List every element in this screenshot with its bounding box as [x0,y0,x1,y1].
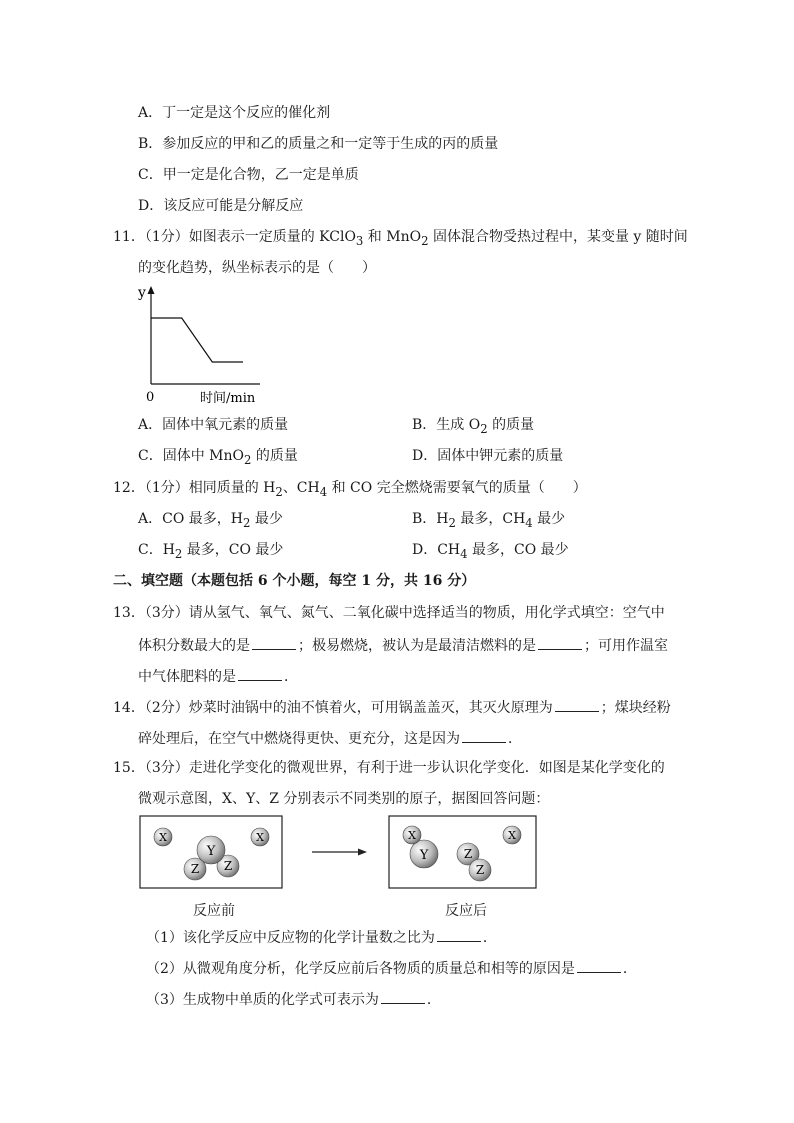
q11-b-sub: 2 [480,421,488,436]
q15-sub2-period: ． [622,961,637,977]
q12-option-c [138,541,283,563]
graph-series-line [151,318,243,362]
label-after: 反应后 [445,903,487,919]
q12-option-b [412,510,565,532]
graph-x-label: 时间/min [200,391,256,406]
q11-c-text-post: 的质量 [251,448,298,464]
q10-option-c: C．甲一定是化合物，乙一定是单质 [138,167,359,183]
q11-sub-2: 2 [421,233,429,248]
q11-b-text-post: 的质量 [487,417,535,433]
q12-stem-a: 12．（1分）相同质量的 H [113,480,276,496]
graph-y-arrow [148,286,155,294]
q12-option-d [412,541,569,563]
q13-text-b: ；极易燃烧，被认为是最清洁燃料的是 [298,638,536,654]
atom-x-label: X [508,829,516,842]
q11-option-d: D．固体中钾元素的质量 [412,448,564,464]
q11-b-text: B．生成 O [412,417,481,433]
q11-stem-line1 [113,228,688,250]
q12-d-post: 最多，CO 最少 [467,542,569,558]
q12-b-sub2: 4 [525,515,533,530]
atom-x-label: X [408,829,416,842]
q11-c-text: C．固体中 MnO [138,448,244,464]
q13-blank-3[interactable] [238,666,282,681]
q14-line1 [113,697,671,717]
q15-sub3 [146,989,441,1009]
q14-text-b: ；煤块经粉 [600,700,671,716]
q15-line1: 15．（3分）走进化学变化的微观世界，有利于进一步认识化学变化．如图是某化学变化的 [113,760,665,776]
q15-sub2 [146,958,637,978]
q15-blank-2[interactable] [577,958,621,973]
q12-sub-h: 2 [275,484,283,499]
q13-text-d: 中气体肥料的是 [138,669,236,685]
q12-option-a [138,510,283,532]
q14-text-a: 14．（2分）炒菜时油锅中的油不慎着火，可用锅盖盖灭，其灭火原理为 [113,700,553,716]
q11-option-c [138,447,298,469]
q12-b-mid: 最多，CH [455,511,526,527]
q12-stem [113,479,587,501]
q15-sub1-text: （1）该化学反应中反应物的化学计量数之比为 [146,930,435,946]
q12-c-text: C．H [138,542,175,558]
atom-y-label: Y [419,848,429,863]
atom-z-label: Z [190,862,200,876]
q12-c-post: 最多，CO 最少 [182,542,284,558]
q15-micro-diagram [138,814,540,890]
q15-sub1-period: ． [482,930,497,946]
q15-line2: 微观示意图，X、Y、Z 分别表示不同类别的原子，据图回答问题： [138,791,550,807]
q14-blank-1[interactable] [555,697,599,712]
q13-line2 [138,635,668,655]
atom-z-label: Z [475,863,485,877]
label-before: 反应前 [193,903,235,919]
q10-option-d: D．该反应可能是分解反应 [138,198,304,214]
q15-sub3-text: （3）生成物中单质的化学式可表示为 [146,992,379,1008]
q12-stem-b: 、CH [282,480,320,496]
atom-y-label: Y [206,844,216,859]
q10-option-b: B．参加反应的甲和乙的质量之和一定等于生成的丙的质量 [138,136,499,152]
atom-z-label: Z [463,847,473,861]
graph-y-label: y [138,285,146,301]
atom-z-label: Z [223,859,233,873]
q12-b-sub: 2 [448,515,456,530]
q12-a-text: A．CO 最多，H [138,511,243,527]
q14-line2 [138,728,522,748]
q12-d-sub: 4 [460,546,468,561]
q13-text-a: 体积分数最大的是 [138,638,250,654]
q15-blank-1[interactable] [437,927,481,942]
q11-stem-text-b: 和 MnO [363,229,422,245]
q11-stem-line2: 的变化趋势，纵坐标表示的是（ ） [138,260,376,276]
q12-a-post: 最少 [250,511,283,527]
q14-period: ． [508,731,522,747]
q13-period: ． [284,669,298,685]
q11-stem-text-c: 固体混合物受热过程中，某变量 y 随时间 [428,229,688,245]
q11-graph [128,280,268,408]
q11-option-b [412,416,534,438]
q12-b-text: B．H [412,511,449,527]
q15-sub1 [146,927,497,947]
q13-blank-1[interactable] [252,635,296,650]
q15-sub3-period: ． [426,992,441,1008]
q12-d-text: D．CH [412,542,461,558]
reaction-arrow-head [358,849,367,856]
q12-a-sub: 2 [242,515,251,530]
section-2-heading: 二、填空题（本题包括 6 个小题，每空 1 分，共 16 分） [113,573,476,589]
q12-c-sub: 2 [174,546,183,561]
q12-b-post: 最少 [532,511,566,527]
q12-stem-c: 和 CO 完全燃烧需要氧气的质量（ ） [327,480,587,496]
atom-x-label: X [159,831,167,844]
q11-c-sub: 2 [244,452,252,467]
q10-option-a: A．丁一定是这个反应的催化剂 [138,105,331,121]
q13-line1: 13．（3分）请从氢气、氧气、氮气、二氧化碳中选择适当的物质，用化学式填空：空气中 [113,605,665,621]
q15-blank-3[interactable] [381,989,425,1004]
q13-blank-2[interactable] [538,635,582,650]
q11-stem-text-a: 11．（1分）如图表示一定质量的 KClO [113,229,356,245]
atom-x-label: X [256,831,264,844]
graph-origin-label: 0 [146,390,155,405]
q13-line3 [138,666,298,686]
q13-text-c: ；可用作温室 [584,638,668,654]
q15-sub2-text: （2）从微观角度分析，化学反应前后各物质的质量总和相等的原因是 [146,961,575,977]
q11-option-a: A．固体中氧元素的质量 [138,417,289,433]
q14-text-c: 碎处理后，在空气中燃烧得更快、更充分，这是因为 [138,731,460,747]
q12-sub-ch: 4 [319,484,328,499]
q11-sub-3: 3 [355,233,364,248]
q14-blank-2[interactable] [462,728,506,743]
